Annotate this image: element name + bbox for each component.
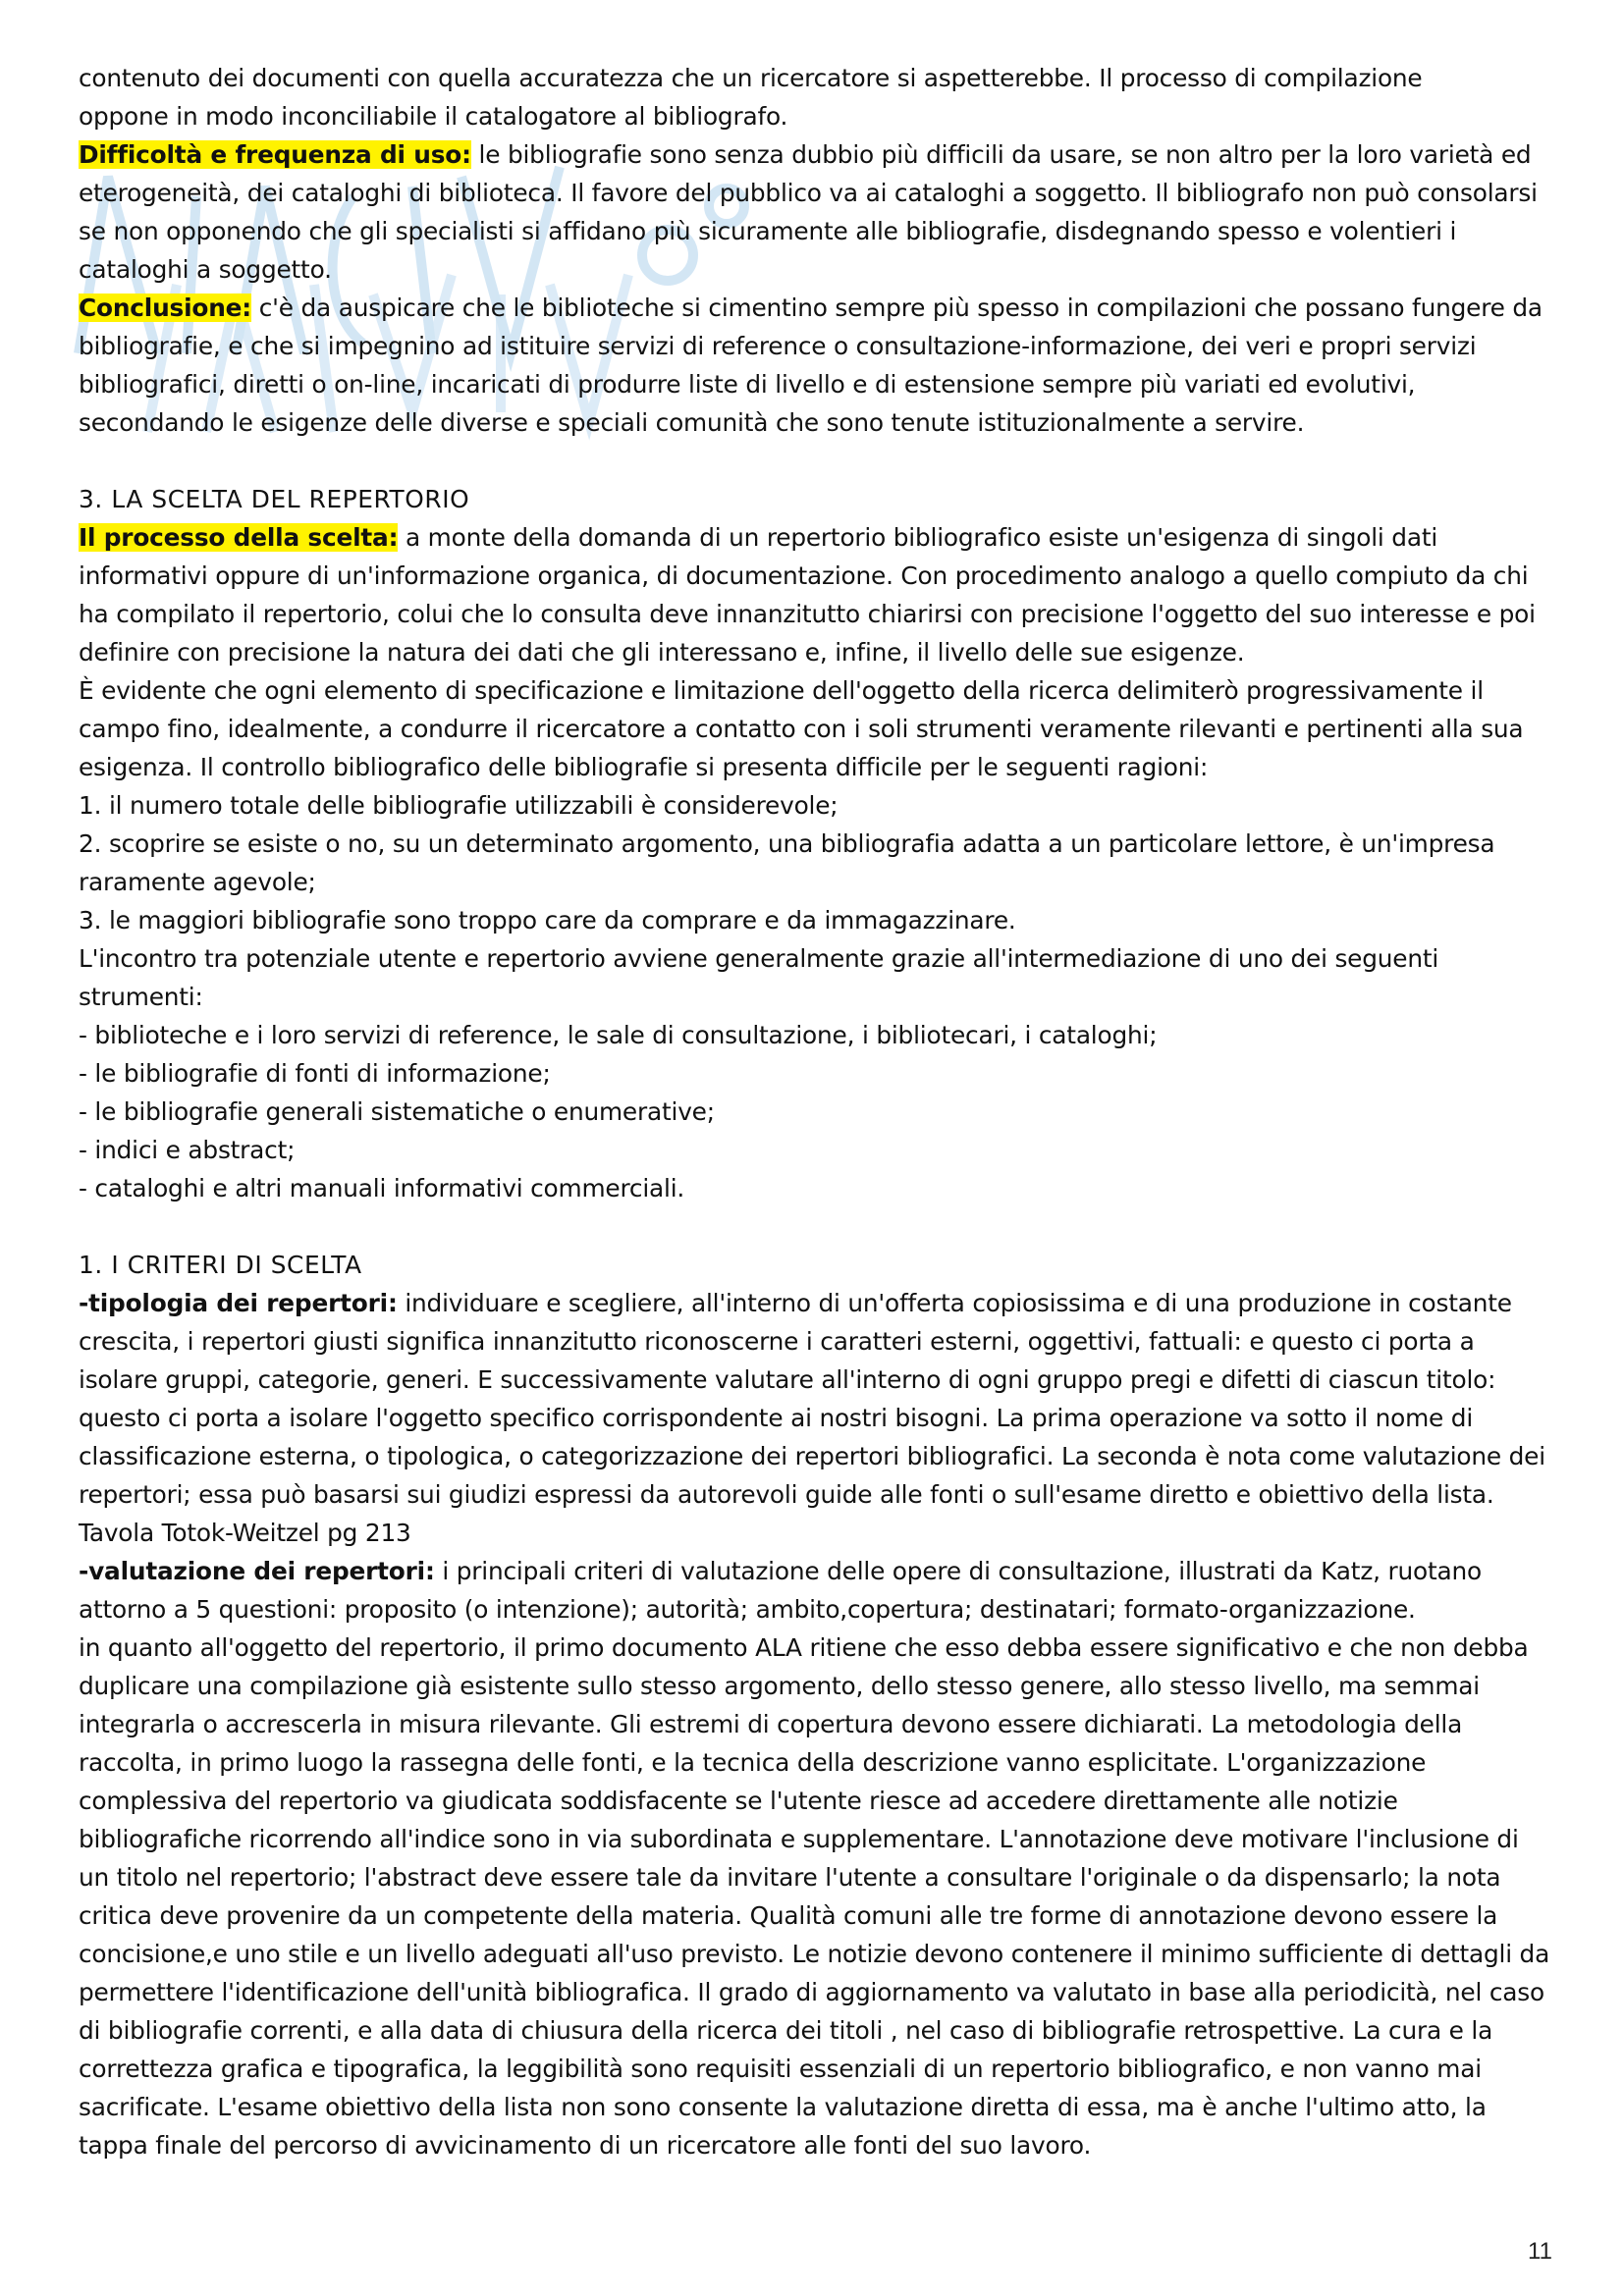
difficolta-label: Difficoltà e frequenza di uso: bbox=[79, 140, 471, 169]
oggetto-paragraph: in quanto all'oggetto del repertorio, il primo documento ALA ritiene che esso debba essere significativo e che non debba duplicare una compilazione già esistente sullo stesso argomento, dello stesso genere, allo stesso livello, ma semmai integrarla o accrescerla in misura rilevante. Gli estremi di copertura devono essere dichiarati. La metodologia della raccolta, in primo luogo la rassegna delle fonti, e la tecnica della descrizione vanno esplicitate. L'organizzazione complessiva del repertorio va giudicata soddisfacente se l'utente riesce ad accedere direttamente alle notizie bibliografiche ricorrendo all'indice sono in via subordinata e supplementare. L'annotazione deve motivare l'inclusione di un titolo nel repertorio; l'abstract deve essere tale da invitare l'utente a consultare l'originale o da dispensarlo; la nota critica deve provenire da un competente della materia. Qualità comuni alle tre forme di annotazione devono essere la concisione,e uno stile e un livello adeguati all'uso previsto. Le notizie devono contenere il minimo sufficiente di dettagli da permettere l'identificazione dell'unità bibliografica. Il grado di aggiornamento va valutato in base alla periodicità, nel caso di bibliografie correnti, e alla data di chiusura della ricerca dei titoli , nel caso di bibliografie retrospettive. La cura e la correttezza grafica e tipografica, la leggibilità sono requisiti essenziali di un repertorio bibliografico, e non vanno mai sacrificate. L'esame obiettivo della lista non sono consente la valutazione diretta di essa, ma è anche l'ultimo atto, la tappa finale del percorso di avvicinamento di un ricercatore alle fonti del suo lavoro. bbox=[79, 1633, 1550, 2160]
strumento-item: - cataloghi e altri manuali informativi commerciali. bbox=[79, 1174, 685, 1202]
strumento-item: - indici e abstract; bbox=[79, 1136, 296, 1164]
page-number: 11 bbox=[1528, 2238, 1552, 2265]
processo-text: a monte della domanda di un repertorio bibliografico esiste un'esigenza di singoli dati informativi oppure di un'informazione organica, di documentazione. Con procedimento analogo a quello compiuto da chi ha compilato il repertorio, colui che lo consulta deve innanzitutto chiarirsi con precisione l'oggetto del suo interesse e poi definire con precisione la natura dei dati che gli interessano e, infine, il livello delle sue esigenze. bbox=[79, 523, 1536, 667]
reason-3: 3. le maggiori bibliografie sono troppo care da comprare e da immagazzinare. bbox=[79, 906, 1016, 934]
strumento-item: - le bibliografie di fonti di informazione; bbox=[79, 1059, 551, 1088]
evidente-paragraph: È evidente che ogni elemento di specificazione e limitazione dell'oggetto della ricerca delimiterò progressivamente il campo fino, idealmente, a condurre il ricercatore a contatto con i soli strumenti veramente rilevanti e pertinenti alla sua esigenza. Il controllo bibliografico delle bibliografie si presenta difficile per le seguenti ragioni: bbox=[79, 676, 1524, 781]
strumento-item: - biblioteche e i loro servizi di reference, le sale di consultazione, i bibliotecari, i cataloghi; bbox=[79, 1021, 1158, 1049]
incontro-paragraph: L'incontro tra potenziale utente e repertorio avviene generalmente grazie all'intermediazione di uno dei seguenti strumenti: bbox=[79, 944, 1439, 1011]
intro-line-1: contenuto dei documenti con quella accuratezza che un ricercatore si aspetterebbe. Il processo di compilazione bbox=[79, 64, 1423, 92]
conclusione-label: Conclusione: bbox=[79, 294, 252, 322]
tipologia-text: individuare e scegliere, all'interno di un'offerta copiosissima e di una produzione in costante crescita, i repertori giusti significa innanzitutto riconoscerne i caratteri esterni, oggettivi, fattuali: e questo ci porta a isolare gruppi, categorie, generi. E successivamente valutare all'interno di ogni gruppo pregi e difetti di ciascun titolo: questo ci porta a isolare l'oggetto specifico corrispondente ai nostri bisogni. La prima operazione va sotto il nome di classificazione esterna, o tipologica, o categorizzazione dei repertori bibliografici. La seconda è nota come valutazione dei repertori; essa può basarsi sui giudizi espressi da autorevoli guide alle fonti o sull'esame diretto e obiettivo della lista. Tavola Totok-Weitzel pg 213 bbox=[79, 1289, 1545, 1547]
document-body bbox=[79, 59, 1551, 2164]
processo-label: Il processo della scelta: bbox=[79, 523, 399, 552]
strumento-item: - le bibliografie generali sistematiche o enumerative; bbox=[79, 1097, 715, 1126]
valutazione-paragraph bbox=[79, 1552, 1551, 1629]
tipologia-label: -tipologia dei repertori: bbox=[79, 1289, 398, 1317]
section-3-heading: 3. LA SCELTA DEL REPERTORIO bbox=[79, 485, 470, 513]
conclusione-paragraph bbox=[79, 289, 1551, 442]
reason-2: 2. scoprire se esiste o no, su un determinato argomento, una bibliografia adatta a un particolare lettore, è un'impresa raramente agevole; bbox=[79, 829, 1495, 896]
processo-paragraph bbox=[79, 518, 1551, 671]
conclusione-text: c'è da auspicare che le biblioteche si cimentino sempre più spesso in compilazioni che possano fungere da bibliografie, e che si impegnino ad istituire servizi di reference o consultazione-informazione, dei veri e propri servizi bibliografici, diretti o on-line, incaricati di produrre liste di livello e di estensione sempre più variati ed evolutivi, secondando le esigenze delle diverse e speciali comunità che sono tenute istituzionalmente a servire. bbox=[79, 294, 1543, 437]
difficolta-paragraph bbox=[79, 135, 1551, 289]
difficolta-text: le bibliografie sono senza dubbio più difficili da usare, se non altro per la loro varietà ed eterogeneità, dei cataloghi di biblioteca. Il favore del pubblico va ai cataloghi a soggetto. Il bibliografo non può consolarsi se non opponendo che gli specialisti si affidano più sicuramente alle bibliografie, disdegnando spesso e volentieri i cataloghi a soggetto. bbox=[79, 140, 1538, 284]
section-1-heading: 1. I CRITERI DI SCELTA bbox=[79, 1251, 362, 1279]
tipologia-paragraph bbox=[79, 1284, 1551, 1552]
valutazione-label: -valutazione dei repertori: bbox=[79, 1557, 435, 1585]
reason-1: 1. il numero totale delle bibliografie utilizzabili è considerevole; bbox=[79, 791, 839, 820]
valutazione-text: i principali criteri di valutazione delle opere di consultazione, illustrati da Katz, ruotano attorno a 5 questioni: proposito (o intenzione); autorità; ambito,copertura; destinatari; formato-organizzazione. bbox=[79, 1557, 1482, 1624]
intro-line-2: oppone in modo inconciliabile il catalogatore al bibliografo. bbox=[79, 102, 788, 131]
